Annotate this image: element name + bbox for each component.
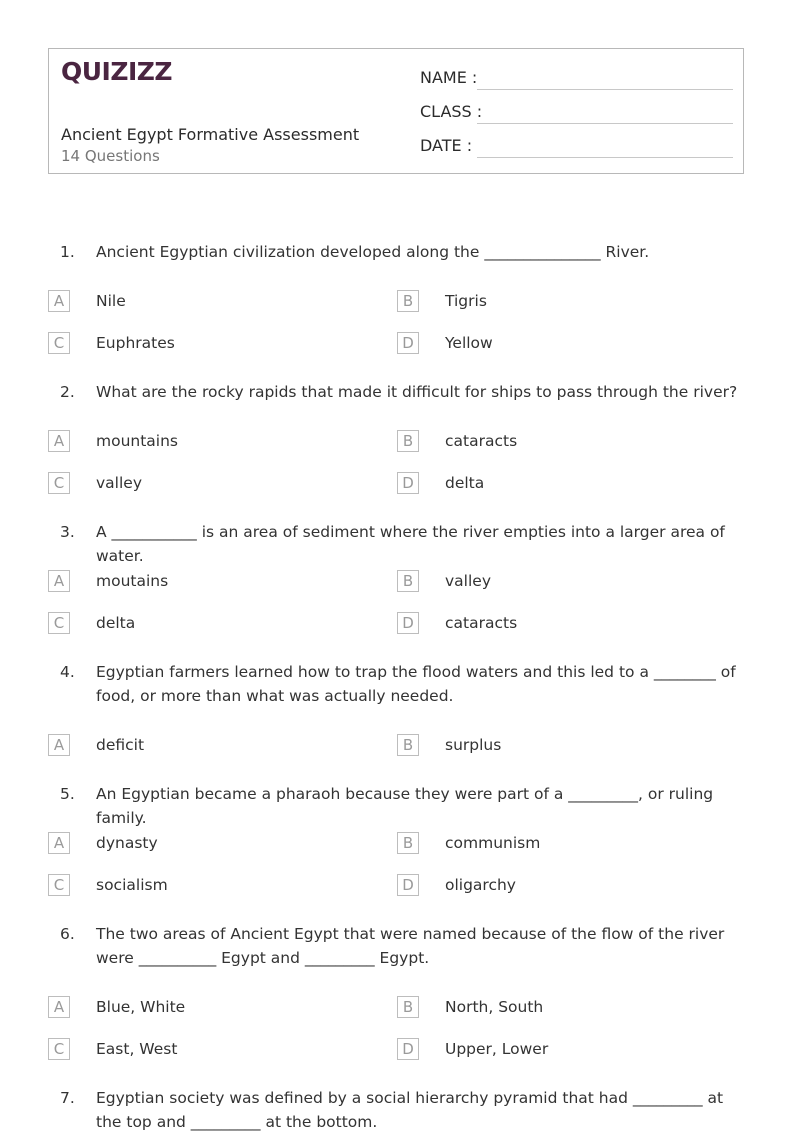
option-text: valley — [445, 572, 491, 590]
option-letter-box: A — [48, 996, 70, 1018]
option-letter-box: D — [397, 612, 419, 634]
question-count: 14 Questions — [61, 147, 160, 165]
option-letter-box: B — [397, 290, 419, 312]
question-text: An Egyptian became a pharaoh because they were part of a _________, or ruling family. — [96, 785, 714, 827]
option-text: delta — [96, 614, 136, 632]
option-letter-box: D — [397, 332, 419, 354]
option-letter-box: D — [397, 1038, 419, 1060]
question-text: Ancient Egyptian civilization developed along the _______________ River. — [96, 243, 650, 261]
option-text: cataracts — [445, 432, 518, 450]
option-text: cataracts — [445, 614, 518, 632]
class-line — [477, 123, 733, 124]
option-letter-box: A — [48, 290, 70, 312]
option-letter-box: C — [48, 472, 70, 494]
option-letter-box: B — [397, 832, 419, 854]
question-number: 7. — [60, 1089, 75, 1107]
question-number: 2. — [60, 383, 75, 401]
option-letter-box: B — [397, 570, 419, 592]
option-letter-box: C — [48, 612, 70, 634]
option-text: oligarchy — [445, 876, 516, 894]
option-letter-box: A — [48, 430, 70, 452]
question-number: 5. — [60, 785, 75, 803]
option-text: Upper, Lower — [445, 1040, 549, 1058]
option-text: East, West — [96, 1040, 178, 1058]
option-text: Tigris — [445, 292, 487, 310]
option-letter-box: C — [48, 1038, 70, 1060]
option-text: communism — [445, 834, 541, 852]
option-text: deficit — [96, 736, 145, 754]
date-label: DATE : — [420, 136, 473, 155]
option-letter-box: D — [397, 472, 419, 494]
question-number: 3. — [60, 523, 75, 541]
option-text: dynasty — [96, 834, 158, 852]
option-letter-box: C — [48, 332, 70, 354]
question-text: A ___________ is an area of sediment where the river empties into a larger area of water. — [96, 523, 725, 565]
class-label: CLASS : — [420, 102, 483, 121]
option-letter-box: A — [48, 734, 70, 756]
option-text: Blue, White — [96, 998, 186, 1016]
option-text: North, South — [445, 998, 544, 1016]
worksheet-header — [48, 48, 744, 174]
date-line — [477, 157, 733, 158]
question-number: 4. — [60, 663, 75, 681]
quizizz-logo: QUIZIZZ — [61, 57, 173, 86]
question-number: 1. — [60, 243, 75, 261]
question-number: 6. — [60, 925, 75, 943]
question-text: What are the rocky rapids that made it difficult for ships to pass through the river? — [96, 383, 738, 401]
name-label: NAME : — [420, 68, 478, 87]
name-line — [477, 89, 733, 90]
option-letter-box: A — [48, 832, 70, 854]
option-letter-box: A — [48, 570, 70, 592]
question-text: Egyptian farmers learned how to trap the flood waters and this led to a ________ of food, or more than what was actually needed. — [96, 663, 736, 705]
option-text: surplus — [445, 736, 502, 754]
question-text: Egyptian society was defined by a social hierarchy pyramid that had _________ at the top and _________ at the bottom. — [96, 1089, 724, 1131]
worksheet-title: Ancient Egypt Formative Assessment — [61, 125, 360, 144]
option-text: Euphrates — [96, 334, 175, 352]
option-text: socialism — [96, 876, 168, 894]
option-text: mountains — [96, 432, 179, 450]
option-letter-box: B — [397, 996, 419, 1018]
option-letter-box: D — [397, 874, 419, 896]
option-letter-box: C — [48, 874, 70, 896]
option-text: Yellow — [445, 334, 493, 352]
option-text: moutains — [96, 572, 169, 590]
question-text: The two areas of Ancient Egypt that were named because of the flow of the river were __________ Egypt and _________ Egypt. — [96, 925, 725, 967]
option-text: Nile — [96, 292, 126, 310]
option-letter-box: B — [397, 734, 419, 756]
option-text: delta — [445, 474, 485, 492]
option-letter-box: B — [397, 430, 419, 452]
option-text: valley — [96, 474, 142, 492]
